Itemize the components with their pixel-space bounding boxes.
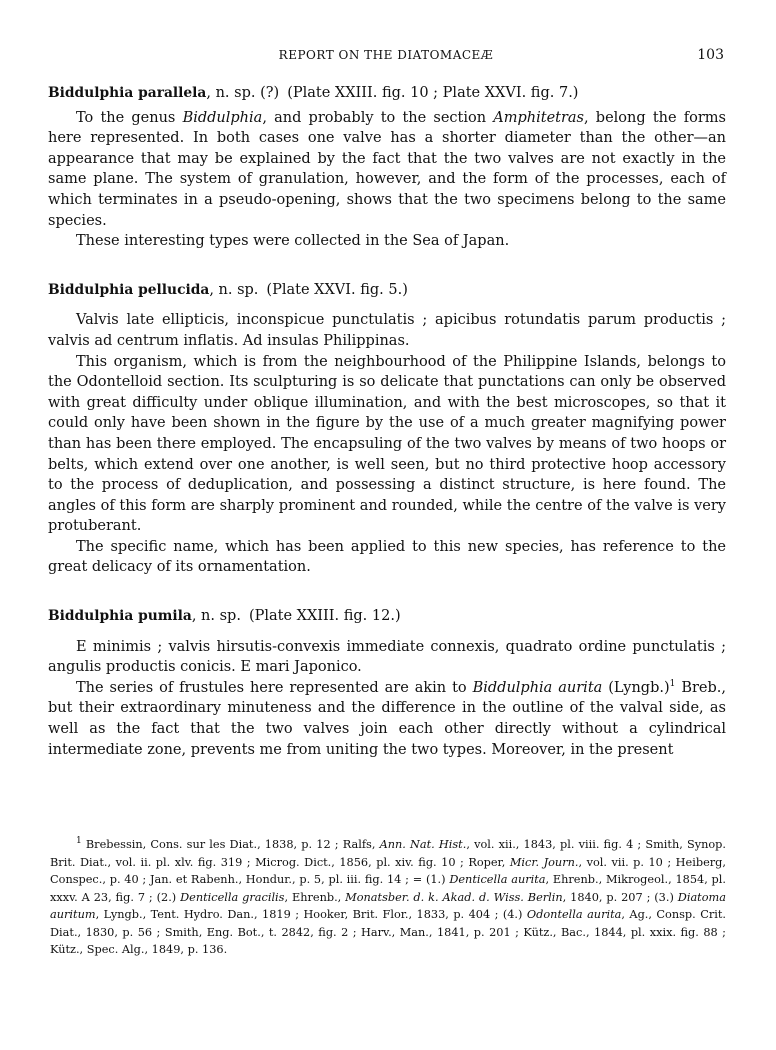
section-italic: Amphitetras bbox=[493, 109, 584, 126]
footnotes bbox=[50, 836, 726, 959]
plate-reference: (Plate XXIII. fig. 12.) bbox=[248, 608, 401, 625]
plate-reference: (Plate XXVI. fig. 5.) bbox=[266, 281, 408, 298]
species-name: Biddulphia pumila bbox=[48, 608, 192, 625]
page-number: 103 bbox=[697, 47, 724, 63]
species-italic: Biddulphia aurita bbox=[472, 679, 603, 696]
body-text bbox=[48, 83, 726, 760]
species-heading-pellucida bbox=[48, 280, 726, 301]
paragraph: To the genus Biddulphia, and probably to the section Amphitetras, belong the forms here represented. In both cases one valve has a shorter diameter than the other—an appearance that may be explained by the fact that the two valves are not exactly in the same plane. The system of granulation, however, and the form of the processes, each of which terminates in a pseudo-opening, shows that the two specimens belong to the same species. bbox=[48, 109, 726, 229]
paragraph: The specific name, which has been applied to this new species, has reference to the great delicacy of its ornamentation. bbox=[48, 538, 726, 576]
footnote-marker: 1 bbox=[669, 679, 676, 690]
footnote: $^1$ Brebessin, Cons. sur les Diat., 1838, p. 12 ; Ralfs, Ann. Nat. Hist., vol. xii., 1843, pl. viii. fig. 4 ; Smith, Synop. Brit. Diat., vol. ii. pl. xlv. fig. 319 ; Microg. Dict., 1856, pl. xiv. fig. 10 ; Roper, Micr. Journ., vol. vii. p. 10 ; Heiberg, Conspec., p. 40 ; Jan. et Rabenh., Hondur., p. 5, pl. iii. fig. 14 ; = (1.) Denticella aurita, Ehrenb., Mikrogeol., 1854, pl. xxxv. A 23, fig. 7 ; (2.) Denticella gracilis, Ehrenb., Monatsber. d. k. Akad. d. Wiss. Berlin, 1840, p. 207 ; (3.) Diatoma auritum, Lyngb., Tent. Hydro. Dan., 1819 ; Hooker, Brit. Flor., 1833, p. 404 ; (4.) Odontella aurita, Ag., Consp. Crit. Diat., 1830, p. 56 ; Smith, Eng. Bot., t. 2842, fig. 2 ; Harv., Man., 1841, p. 201 ; Kütz., Bac., 1844, pl. xxix. fig. 88 ; Kütz., Spec. Alg., 1849, p. 136. bbox=[50, 836, 726, 956]
footnote-number: 1 bbox=[76, 836, 82, 847]
species-name: Biddulphia parallela bbox=[48, 85, 207, 101]
species-suffix: , n. sp. bbox=[209, 281, 259, 298]
genus-italic: Biddulphia bbox=[182, 109, 263, 126]
running-title: REPORT ON THE DIATOMACEÆ bbox=[278, 48, 494, 62]
species-suffix: , n. sp. bbox=[191, 608, 241, 625]
paragraph: The series of frustules here represented are akin to Biddulphia aurita (Lyngb.)$^1$ Breb., but their extraordinary minuteness and the difference in the outline of the valval side, as well as the fact that the two valves join each other directly without a cylindrical intermediate zone, prevents me from uniting the two types. Moreover, in the present bbox=[48, 679, 726, 758]
species-suffix: , n. sp. (?) bbox=[206, 85, 280, 101]
paragraph: These interesting types were collected in the Sea of Japan. bbox=[76, 233, 510, 250]
species-heading-parallela bbox=[48, 83, 726, 104]
plate-reference: (Plate XXIII. fig. 10 ; Plate XXVI. fig. 7.) bbox=[287, 85, 579, 101]
species-heading-pumila bbox=[48, 606, 726, 627]
running-head bbox=[48, 48, 724, 66]
latin-diagnosis: E minimis ; valvis hirsutis-convexis immediate connexis, quadrato ordine punctulatis ; angulis productis conicis. E mari Japonico. bbox=[48, 638, 726, 676]
species-name: Biddulphia pellucida bbox=[48, 281, 210, 298]
paragraph: This organism, which is from the neighbourhood of the Philippine Islands, belongs to the Odontelloid section. Its sculpturing is so delicate that punctations can only be observed with great difficulty under oblique illumination, and with the best microscopes, so that it could only have been shown in the figure by the use of a much greater magnifying power than has been there employed. The encapsuling of the two valves by means of two hoops or belts, which extend over one another, is well seen, but no third protective hoop accessory to the process of deduplication, and possessing a distinct structure, is here found. The angles of this form are sharply prominent and rounded, while the centre of the valve is very protuberant. bbox=[48, 353, 726, 535]
latin-diagnosis: Valvis late ellipticis, inconspicue punctulatis ; apicibus rotundatis parum productis ; valvis ad centrum inflatis. Ad insulas Philippinas. bbox=[48, 312, 726, 349]
